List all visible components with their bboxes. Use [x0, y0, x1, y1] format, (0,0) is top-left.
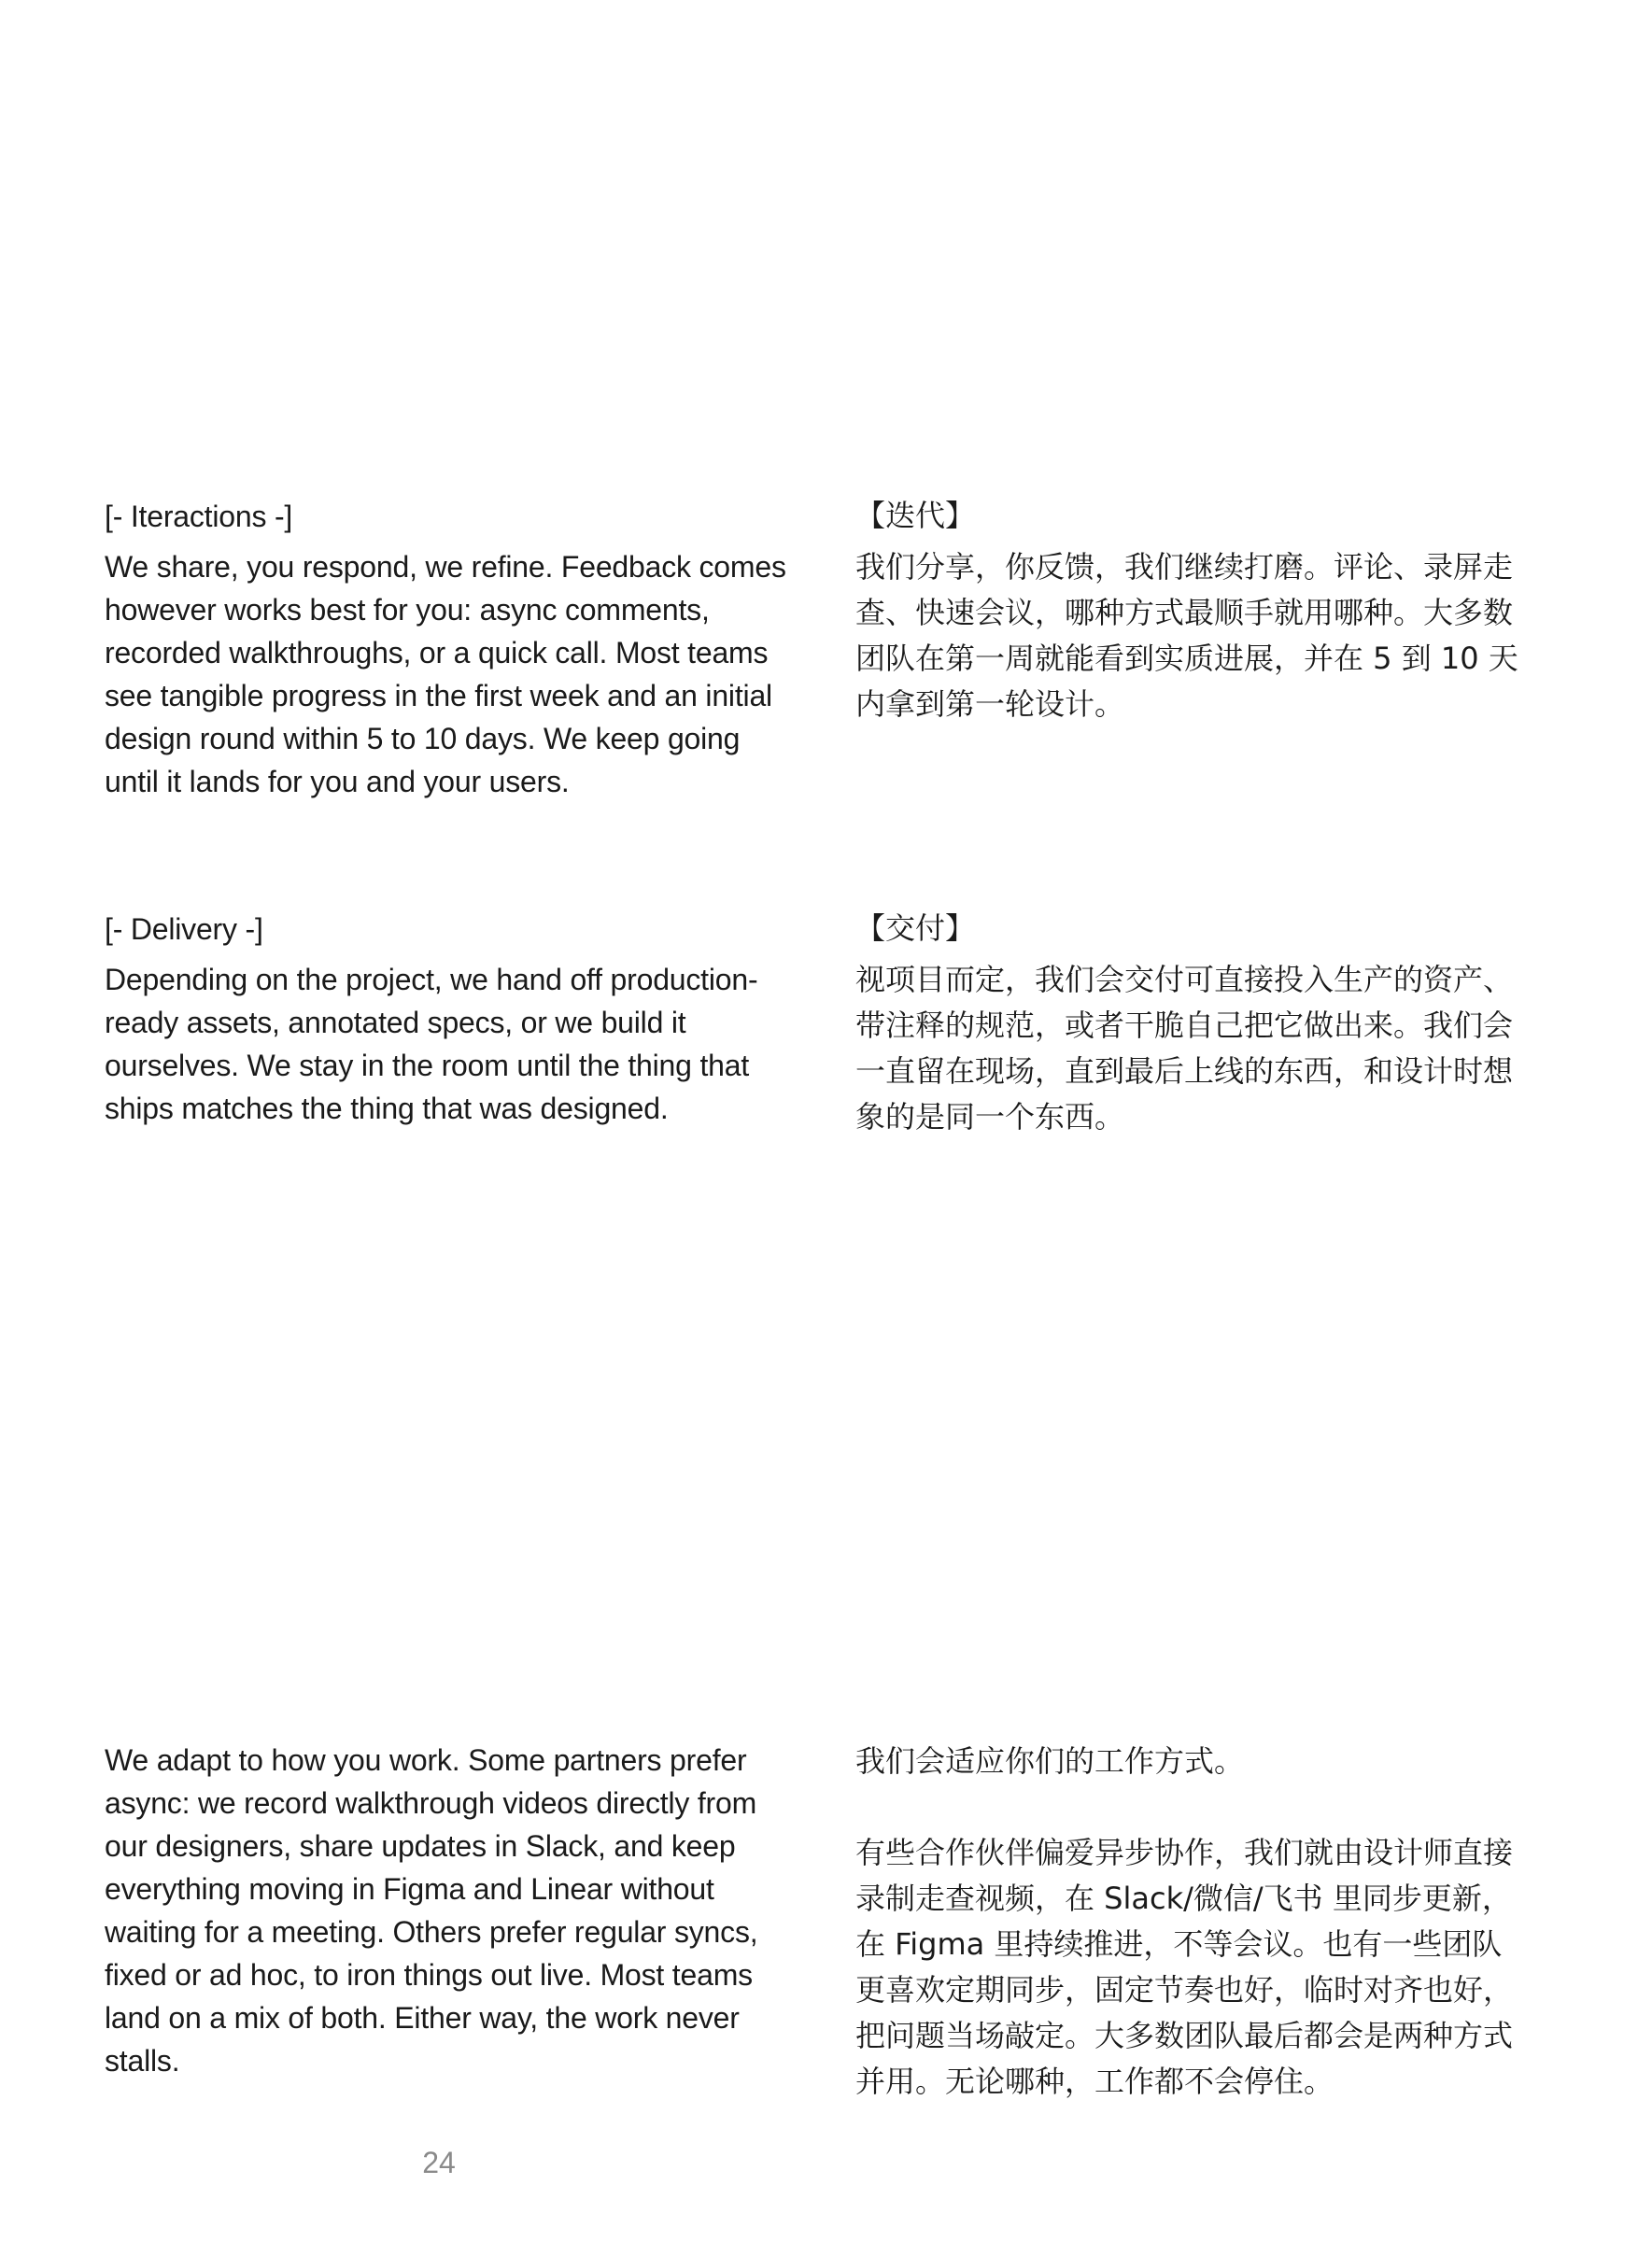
iterations-heading-en: [- Iteractions -]: [105, 500, 293, 533]
closing-body-en: We adapt to how you work. Some partners prefer async: we record walkthrough videos directly from our designers, share updates in Slack, and keep everything moving in Figma and Linear without waiting for a meeting. Others prefer regular syncs, fixed or ad hoc, to iron things out live. Most teams land on a mix of both. Either way, the work never stalls.: [105, 1743, 767, 2078]
delivery-body-zh: 视项目而定，我们会交付可直接投入生产的资产、带注释的规范，或者干脆自己把它做出来。我们会一直留在现场，直到最后上线的东西，和设计时想象的是同一个东西。: [855, 962, 1514, 1135]
closing-section-zh: [855, 1739, 1528, 2105]
iterations-body-en: We share, you respond, we refine. Feedback comes however works best for you: async comments, recorded walkthroughs, or a quick call. Most teams see tangible progress in the first week and an initial design round within 5 to 10 days. We keep going until it lands for you and your users.: [105, 550, 795, 798]
delivery-heading-en: [- Delivery -]: [105, 912, 263, 946]
iterations-section-en: [105, 495, 795, 803]
closing-body-zh: 有些合作伙伴偏爱异步协作，我们就由设计师直接录制走查视频，在 Slack/微信/飞书 里同步更新，在 Figma 里持续推进，不等会议。也有一些团队更喜欢定期同步，固定节奏也好，临时对齐也好，把问题当场敲定。大多数团队最后都会是两种方式并用。无论哪种，工作都不会停住。: [855, 1835, 1514, 2099]
delivery-section-en: [105, 908, 791, 1130]
delivery-body-en: Depending on the project, we hand off production-ready assets, annotated specs, or we build it ourselves. We stay in the room until the thing that ships matches the thing that was designed.: [105, 963, 758, 1125]
iterations-heading-zh: 【迭代】: [855, 498, 976, 533]
iterations-section-zh: [855, 493, 1528, 727]
delivery-heading-zh: 【交付】: [855, 910, 976, 946]
page-number: 24: [422, 2146, 456, 2179]
delivery-section-zh: [855, 906, 1528, 1140]
closing-intro-zh: 我们会适应你们的工作方式。: [855, 1743, 1245, 1779]
iterations-body-zh: 我们分享，你反馈，我们继续打磨。评论、录屏走查、快速会议，哪种方式最顺手就用哪种。大多数团队在第一周就能看到实质进展，并在 5 到 10 天内拿到第一轮设计。: [855, 549, 1518, 722]
closing-section-en: [105, 1739, 791, 2082]
